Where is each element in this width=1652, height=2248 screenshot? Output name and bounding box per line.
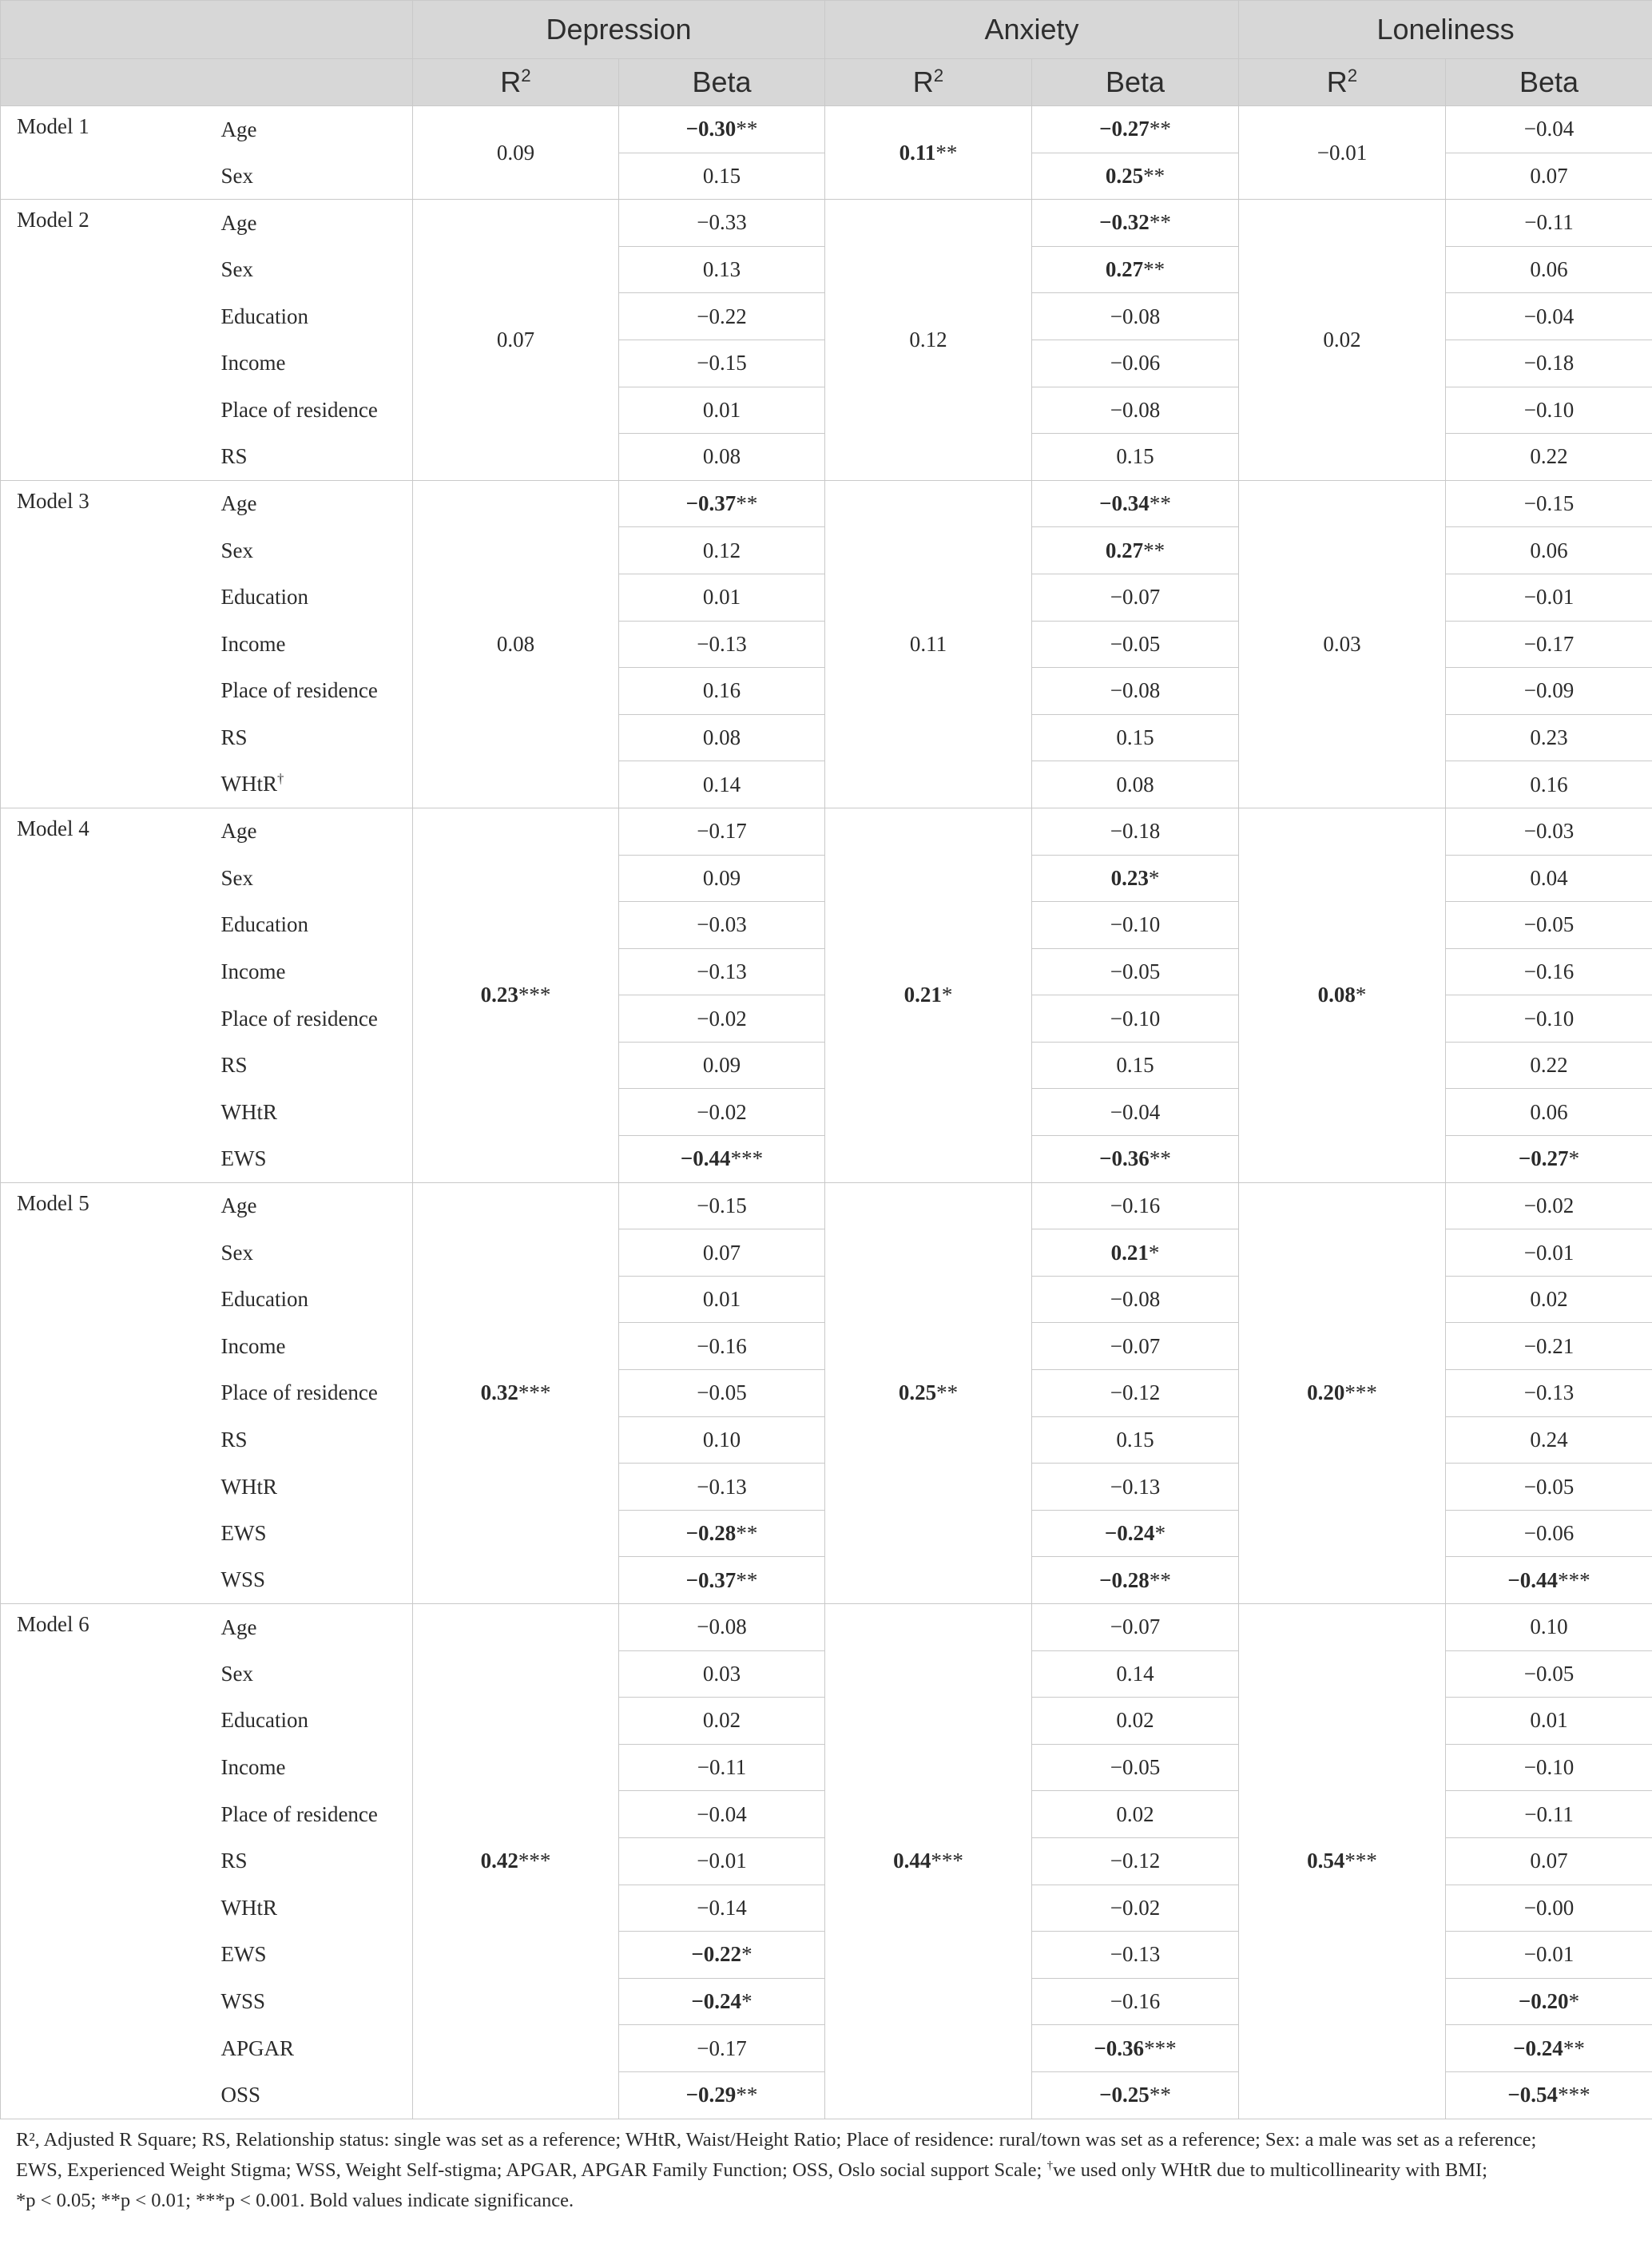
beta-value: 0.01 xyxy=(1446,1698,1652,1745)
beta-value: −0.05 xyxy=(1032,1744,1239,1791)
variable-label: Income xyxy=(207,948,413,995)
beta-value: −0.44*** xyxy=(1446,1557,1652,1604)
variable-label: EWS xyxy=(207,1510,413,1557)
beta-value: −0.29** xyxy=(619,2071,825,2119)
variable-label: WHtR† xyxy=(207,761,413,808)
beta-value: −0.05 xyxy=(1032,621,1239,668)
beta-value: 0.01 xyxy=(619,574,825,621)
footnote-line: *p < 0.05; **p < 0.01; ***p < 0.001. Bold values indicate significance. xyxy=(16,2190,574,2211)
model-label: Model 1 xyxy=(1,106,207,200)
beta-value: −0.32** xyxy=(1032,200,1239,247)
beta-value: −0.07 xyxy=(1032,1323,1239,1370)
header-beta: Beta xyxy=(1446,59,1652,106)
beta-value: 0.24 xyxy=(1446,1416,1652,1464)
beta-value: 0.07 xyxy=(1446,1837,1652,1885)
variable-label: Place of residence xyxy=(207,387,413,434)
beta-value: −0.15 xyxy=(619,340,825,387)
beta-value: −0.44*** xyxy=(619,1136,825,1183)
variable-label: Income xyxy=(207,1744,413,1791)
header-loneliness: Loneliness xyxy=(1239,1,1652,59)
r2-value: 0.44*** xyxy=(825,1604,1032,2119)
beta-value: 0.02 xyxy=(1446,1276,1652,1323)
variable-label: Education xyxy=(207,902,413,949)
beta-value: −0.30** xyxy=(619,106,825,153)
variable-label: Sex xyxy=(207,153,413,200)
model-label: Model 4 xyxy=(1,808,207,1182)
beta-value: 0.15 xyxy=(1032,434,1239,481)
beta-value: 0.09 xyxy=(619,1042,825,1089)
beta-value: −0.03 xyxy=(619,902,825,949)
beta-value: 0.08 xyxy=(1032,761,1239,808)
variable-label: Place of residence xyxy=(207,668,413,715)
beta-value: 0.06 xyxy=(1446,527,1652,574)
variable-label: Education xyxy=(207,293,413,340)
beta-value: −0.16 xyxy=(1032,1978,1239,2025)
beta-value: 0.22 xyxy=(1446,1042,1652,1089)
beta-value: −0.18 xyxy=(1446,340,1652,387)
r2-value: 0.20*** xyxy=(1239,1182,1446,1603)
variable-label: Age xyxy=(207,1604,413,1651)
beta-value: −0.10 xyxy=(1446,387,1652,434)
beta-value: −0.27* xyxy=(1446,1136,1652,1183)
table-row xyxy=(1,106,1652,153)
beta-value: −0.15 xyxy=(619,1182,825,1229)
beta-value: 0.04 xyxy=(1446,855,1652,902)
beta-value: −0.05 xyxy=(619,1370,825,1417)
beta-value: 0.01 xyxy=(619,1276,825,1323)
table-row xyxy=(1,1182,1652,1229)
beta-value: 0.02 xyxy=(1032,1791,1239,1838)
beta-value: 0.27** xyxy=(1032,527,1239,574)
header-beta: Beta xyxy=(619,59,825,106)
variable-label: APGAR xyxy=(207,2025,413,2072)
beta-value: −0.05 xyxy=(1032,948,1239,995)
beta-value: −0.24** xyxy=(1446,2025,1652,2072)
variable-label: Place of residence xyxy=(207,1791,413,1838)
beta-value: 0.27** xyxy=(1032,246,1239,293)
beta-value: −0.16 xyxy=(1446,948,1652,995)
beta-value: −0.04 xyxy=(619,1791,825,1838)
r2-value: 0.11** xyxy=(825,106,1032,200)
beta-value: −0.00 xyxy=(1446,1885,1652,1932)
header-r2: $R^2$ xyxy=(413,59,619,106)
beta-value: −0.12 xyxy=(1032,1837,1239,1885)
beta-value: −0.10 xyxy=(1032,902,1239,949)
beta-value: −0.02 xyxy=(619,995,825,1043)
beta-value: 0.23* xyxy=(1032,855,1239,902)
beta-value: 0.16 xyxy=(1446,761,1652,808)
beta-value: −0.16 xyxy=(1032,1182,1239,1229)
variable-label: Place of residence xyxy=(207,1370,413,1417)
beta-value: −0.01 xyxy=(1446,1229,1652,1277)
beta-value: −0.05 xyxy=(1446,1464,1652,1511)
r2-value: 0.21* xyxy=(825,808,1032,1182)
variable-label: Sex xyxy=(207,527,413,574)
beta-value: 0.22 xyxy=(1446,434,1652,481)
r2-value: 0.08 xyxy=(413,480,619,808)
beta-value: −0.01 xyxy=(1446,1932,1652,1979)
variable-label: WSS xyxy=(207,1978,413,2025)
variable-label: Age xyxy=(207,1182,413,1229)
r2-value: 0.12 xyxy=(825,200,1032,481)
variable-label: Sex xyxy=(207,855,413,902)
beta-value: −0.34** xyxy=(1032,480,1239,527)
beta-value: 0.12 xyxy=(619,527,825,574)
beta-value: 0.07 xyxy=(619,1229,825,1277)
model-label: Model 2 xyxy=(1,200,207,481)
table-row xyxy=(1,200,1652,247)
beta-value: −0.37** xyxy=(619,480,825,527)
header-r2: $R^2$ xyxy=(1239,59,1446,106)
table-body xyxy=(1,106,1652,2119)
r2-value: −0.01 xyxy=(1239,106,1446,200)
variable-label: Sex xyxy=(207,1229,413,1277)
r2-value: 0.08* xyxy=(1239,808,1446,1182)
beta-value: −0.12 xyxy=(1032,1370,1239,1417)
beta-value: −0.36** xyxy=(1032,1136,1239,1183)
beta-value: −0.22 xyxy=(619,293,825,340)
beta-value: 0.15 xyxy=(1032,1042,1239,1089)
variable-label: RS xyxy=(207,1042,413,1089)
beta-value: −0.08 xyxy=(1032,387,1239,434)
beta-value: 0.15 xyxy=(619,153,825,200)
variable-label: WHtR xyxy=(207,1885,413,1932)
beta-value: −0.01 xyxy=(619,1837,825,1885)
beta-value: −0.11 xyxy=(1446,1791,1652,1838)
beta-value: −0.02 xyxy=(619,1089,825,1136)
beta-value: −0.04 xyxy=(1446,293,1652,340)
beta-value: 0.06 xyxy=(1446,246,1652,293)
beta-value: −0.17 xyxy=(1446,621,1652,668)
variable-label: Income xyxy=(207,621,413,668)
beta-value: 0.03 xyxy=(619,1650,825,1698)
beta-value: 0.10 xyxy=(1446,1604,1652,1651)
variable-label: EWS xyxy=(207,1136,413,1183)
beta-value: 0.25** xyxy=(1032,153,1239,200)
beta-value: −0.16 xyxy=(619,1323,825,1370)
r2-value: 0.02 xyxy=(1239,200,1446,481)
variable-label: Sex xyxy=(207,1650,413,1698)
beta-value: −0.17 xyxy=(619,808,825,855)
beta-value: 0.09 xyxy=(619,855,825,902)
beta-value: −0.04 xyxy=(1032,1089,1239,1136)
beta-value: −0.05 xyxy=(1446,902,1652,949)
footnote-line: R², Adjusted R Square; RS, Relationship status: single was set as a reference; WHtR, Waist/Height Ratio; Place of residence: rural/town was set as a reference; Sex: a male was set as a reference; xyxy=(16,2129,1537,2151)
beta-value: 0.08 xyxy=(619,434,825,481)
beta-value: 0.10 xyxy=(619,1416,825,1464)
variable-label: Place of residence xyxy=(207,995,413,1043)
beta-value: −0.10 xyxy=(1446,1744,1652,1791)
beta-value: −0.13 xyxy=(619,1464,825,1511)
header-beta: Beta xyxy=(1032,59,1239,106)
beta-value: −0.14 xyxy=(619,1885,825,1932)
beta-value: 0.13 xyxy=(619,246,825,293)
model-label: Model 5 xyxy=(1,1182,207,1603)
r2-value: 0.03 xyxy=(1239,480,1446,808)
beta-value: −0.21 xyxy=(1446,1323,1652,1370)
beta-value: 0.06 xyxy=(1446,1089,1652,1136)
beta-value: −0.25** xyxy=(1032,2071,1239,2119)
variable-label: RS xyxy=(207,1837,413,1885)
beta-value: −0.37** xyxy=(619,1557,825,1604)
beta-value: −0.02 xyxy=(1032,1885,1239,1932)
beta-value: −0.10 xyxy=(1446,995,1652,1043)
r2-value: 0.54*** xyxy=(1239,1604,1446,2119)
variable-label: Education xyxy=(207,1276,413,1323)
beta-value: −0.13 xyxy=(1032,1932,1239,1979)
variable-label: Sex xyxy=(207,246,413,293)
beta-value: −0.33 xyxy=(619,200,825,247)
beta-value: 0.14 xyxy=(619,761,825,808)
beta-value: −0.06 xyxy=(1032,340,1239,387)
r2-value: 0.07 xyxy=(413,200,619,481)
beta-value: −0.11 xyxy=(1446,200,1652,247)
beta-value: −0.03 xyxy=(1446,808,1652,855)
beta-value: −0.02 xyxy=(1446,1182,1652,1229)
model-label: Model 6 xyxy=(1,1604,207,2119)
beta-value: −0.08 xyxy=(1032,1276,1239,1323)
table-row xyxy=(1,1604,1652,1651)
variable-label: Age xyxy=(207,808,413,855)
variable-label: Age xyxy=(207,480,413,527)
variable-label: WSS xyxy=(207,1557,413,1604)
beta-value: 0.08 xyxy=(619,714,825,761)
r2-value: 0.09 xyxy=(413,106,619,200)
beta-value: 0.15 xyxy=(1032,714,1239,761)
beta-value: −0.15 xyxy=(1446,480,1652,527)
beta-value: −0.18 xyxy=(1032,808,1239,855)
variable-label: OSS xyxy=(207,2071,413,2119)
table-row xyxy=(1,480,1652,527)
beta-value: 0.14 xyxy=(1032,1650,1239,1698)
beta-value: −0.11 xyxy=(619,1744,825,1791)
beta-value: −0.13 xyxy=(1032,1464,1239,1511)
variable-label: RS xyxy=(207,434,413,481)
table-row xyxy=(1,808,1652,855)
r2-value: 0.42*** xyxy=(413,1604,619,2119)
r2-value: 0.11 xyxy=(825,480,1032,808)
beta-value: −0.28** xyxy=(619,1510,825,1557)
r2-value: 0.25** xyxy=(825,1182,1032,1603)
beta-value: −0.24* xyxy=(1032,1510,1239,1557)
variable-label: RS xyxy=(207,1416,413,1464)
r2-value: 0.32*** xyxy=(413,1182,619,1603)
beta-value: −0.27** xyxy=(1032,106,1239,153)
beta-value: 0.07 xyxy=(1446,153,1652,200)
beta-value: −0.07 xyxy=(1032,574,1239,621)
beta-value: −0.08 xyxy=(1032,293,1239,340)
header-r2: $R^2$ xyxy=(825,59,1032,106)
beta-value: −0.24* xyxy=(619,1978,825,2025)
variable-label: Age xyxy=(207,106,413,153)
variable-label: EWS xyxy=(207,1932,413,1979)
beta-value: −0.08 xyxy=(1032,668,1239,715)
beta-value: −0.10 xyxy=(1032,995,1239,1043)
variable-label: Education xyxy=(207,1698,413,1745)
variable-label: Education xyxy=(207,574,413,621)
beta-value: 0.23 xyxy=(1446,714,1652,761)
r2-value: 0.23*** xyxy=(413,808,619,1182)
header-corner-2 xyxy=(1,59,413,106)
header-anxiety: Anxiety xyxy=(825,1,1239,59)
model-label: Model 3 xyxy=(1,480,207,808)
beta-value: −0.20* xyxy=(1446,1978,1652,2025)
variable-label: Income xyxy=(207,1323,413,1370)
beta-value: −0.54*** xyxy=(1446,2071,1652,2119)
beta-value: −0.13 xyxy=(619,621,825,668)
beta-value: 0.15 xyxy=(1032,1416,1239,1464)
beta-value: −0.07 xyxy=(1032,1604,1239,1651)
beta-value: −0.28** xyxy=(1032,1557,1239,1604)
header-depression: Depression xyxy=(413,1,825,59)
variable-label: WHtR xyxy=(207,1089,413,1136)
beta-value: −0.06 xyxy=(1446,1510,1652,1557)
beta-value: 0.21* xyxy=(1032,1229,1239,1277)
beta-value: 0.02 xyxy=(619,1698,825,1745)
beta-value: −0.01 xyxy=(1446,574,1652,621)
variable-label: Age xyxy=(207,200,413,247)
beta-value: −0.22* xyxy=(619,1932,825,1979)
beta-value: −0.17 xyxy=(619,2025,825,2072)
beta-value: −0.09 xyxy=(1446,668,1652,715)
variable-label: WHtR xyxy=(207,1464,413,1511)
beta-value: −0.08 xyxy=(619,1604,825,1651)
beta-value: −0.04 xyxy=(1446,106,1652,153)
table-footnotes xyxy=(16,2125,1638,2216)
footnote-line: EWS, Experienced Weight Stigma; WSS, Weight Self-stigma; APGAR, APGAR Family Function; OSS, Oslo social support Scale; †we used only WHtR due to multicollinearity with BMI; xyxy=(16,2158,1487,2181)
beta-value: 0.02 xyxy=(1032,1698,1239,1745)
beta-value: −0.13 xyxy=(619,948,825,995)
variable-label: Income xyxy=(207,340,413,387)
beta-value: −0.05 xyxy=(1446,1650,1652,1698)
beta-value: −0.36*** xyxy=(1032,2025,1239,2072)
header-corner xyxy=(1,1,413,59)
beta-value: 0.01 xyxy=(619,387,825,434)
beta-value: −0.13 xyxy=(1446,1370,1652,1417)
variable-label: RS xyxy=(207,714,413,761)
beta-value: 0.16 xyxy=(619,668,825,715)
